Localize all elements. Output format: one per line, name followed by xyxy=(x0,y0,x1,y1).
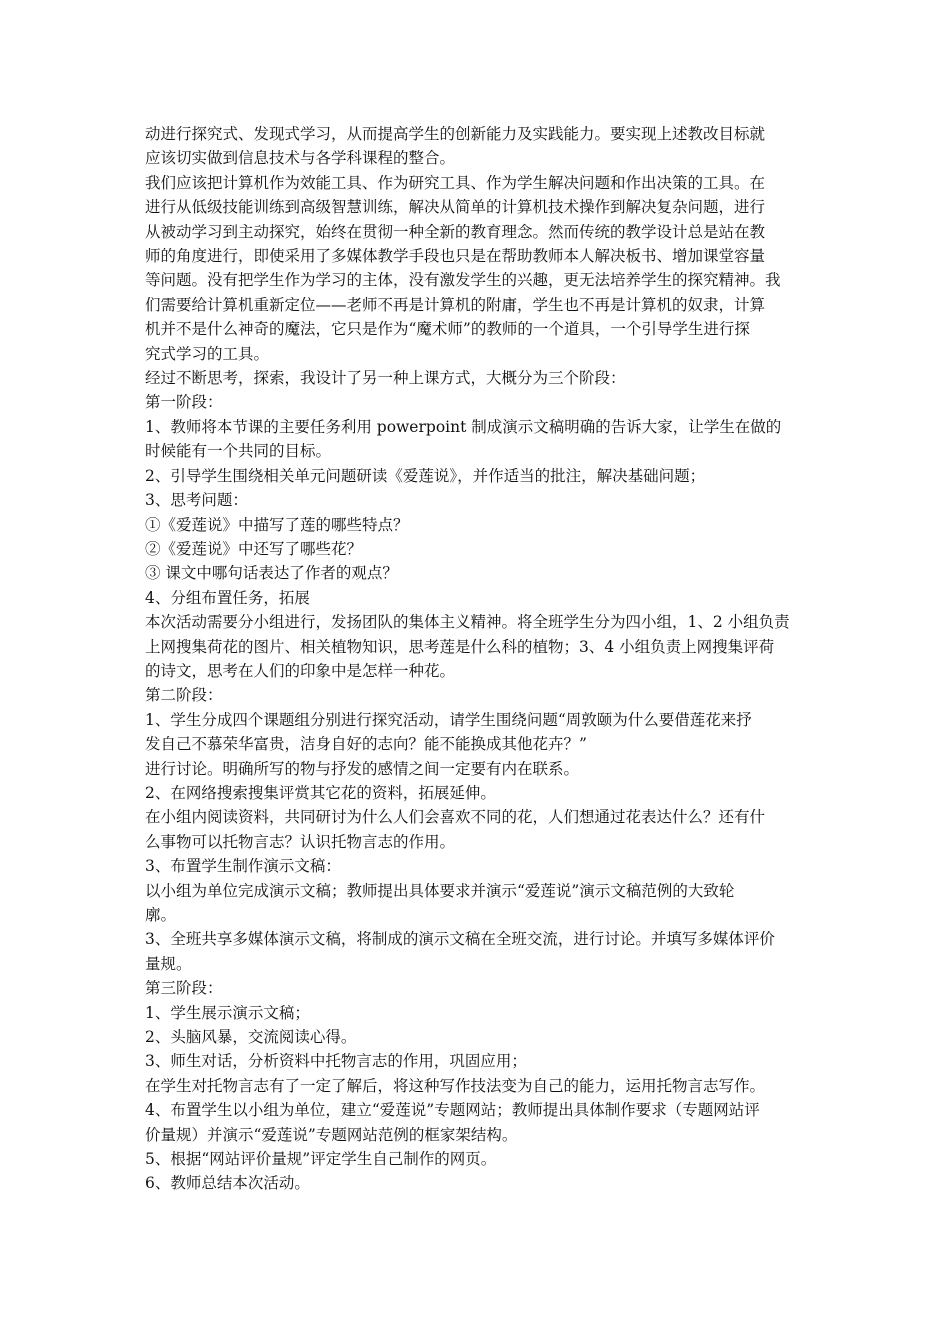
section-heading: 第二阶段： xyxy=(145,686,223,705)
text-line: 发自己不慕荣华富贵，洁身自好的志向？能不能换成其他花卉？” xyxy=(145,735,587,754)
text-line: 本次活动需要分小组进行，发扬团队的集体主义精神。将全班学生分为四小组，1、2 小组负责 xyxy=(145,613,790,632)
text-line: 2、引导学生围绕相关单元问题研读《爱莲说》，并作适当的批注，解决基础问题； xyxy=(145,466,706,485)
text-line: 4、布置学生以小组为单位，建立“爱莲说”专题网站；教师提出具体制作要求（专题网站评 xyxy=(145,1101,760,1120)
question-item: ③ 课文中哪句话表达了作者的观点？ xyxy=(145,564,398,583)
text-line: 在小组内阅读资料，共同研讨为什么人们会喜欢不同的花，人们想通过花表达什么？还有什 xyxy=(145,808,766,827)
text-line: 3、师生对话，分析资料中托物言志的作用，巩固应用； xyxy=(145,1052,527,1071)
question-item: ①《爱莲说》中描写了莲的哪些特点？ xyxy=(145,515,409,534)
text-line: 价量规）并演示“爱莲说”专题网站范例的框家架结构。 xyxy=(145,1125,518,1144)
text-line: 进行从低级技能训练到高级智慧训练，解决从简单的计算机技术操作到解决复杂问题，进行 xyxy=(145,198,766,217)
section-heading: 第一阶段： xyxy=(145,393,223,412)
text-line: 1、学生展示演示文稿； xyxy=(145,1003,310,1022)
text-line: 究式学习的工具。 xyxy=(145,344,270,363)
text-line: 们需要给计算机重新定位——老师不再是计算机的附庸，学生也不再是计算机的奴隶，计算 xyxy=(145,295,766,314)
question-item: ②《爱莲说》中还写了哪些花？ xyxy=(145,539,363,558)
text-line: 2、头脑风暴，交流阅读心得。 xyxy=(145,1028,357,1047)
text-line: 从被动学习到主动探究，始终在贯彻一种全新的教育理念。然而传统的教学设计总是站在教 xyxy=(145,222,766,241)
text-line: 3、全班共享多媒体演示文稿，将制成的演示文稿在全班交流，进行讨论。并填写多媒体评价 xyxy=(145,930,775,949)
text-line: 上网搜集荷花的图片、相关植物知识，思考莲是什么科的植物；3、4 小组负责上网搜集评荷 xyxy=(145,637,775,656)
text-line: 1、学生分成四个课题组分别进行探究活动，请学生围绕问题“周敦颐为什么要借莲花来抒 xyxy=(145,710,752,729)
text-line: 动进行探究式、发现式学习，从而提高学生的创新能力及实践能力。要实现上述教改目标就 xyxy=(145,125,766,143)
text-line: 5、根据“网站评价量规”评定学生自己制作的网页。 xyxy=(145,1150,497,1169)
text-line: 经过不断思考，探索，我设计了另一种上课方式，大概分为三个阶段： xyxy=(145,369,626,388)
text-line: 么事物可以托物言志？认识托物言志的作用。 xyxy=(145,832,456,851)
text-line: 等问题。没有把学生作为学习的主体，没有激发学生的兴趣，更无法培养学生的探究精神。我 xyxy=(145,271,781,290)
text-line: 机并不是什么神奇的魔法，它只是作为“魔术师”的教师的一个道具，一个引导学生进行探 xyxy=(145,320,750,339)
text-line: 2、在网络搜索搜集评赏其它花的资料，拓展延伸。 xyxy=(145,783,496,802)
document-body xyxy=(145,122,809,1196)
text-line: 以小组为单位完成演示文稿；教师提出具体要求并演示“爱莲说”演示文稿范例的大致轮 xyxy=(145,881,735,900)
text-line: 应该切实做到信息技术与各学科课程的整合。 xyxy=(145,149,456,168)
text-line: 3、布置学生制作演示文稿： xyxy=(145,857,341,876)
text-line: 廓。 xyxy=(145,906,177,924)
text-line: 师的角度进行，即使采用了多媒体教学手段也只是在帮助教师本人解决板书、增加课堂容量 xyxy=(145,247,766,266)
text-line: 6、教师总结本次活动。 xyxy=(145,1174,310,1193)
text-line: 1、教师将本节课的主要任务利用 powerpoint 制成演示文稿明确的告诉大家，让学生在做的 xyxy=(145,417,782,436)
section-heading: 第三阶段： xyxy=(145,979,223,998)
text-line: 量规。 xyxy=(145,954,192,973)
text-line: 进行讨论。明确所写的物与抒发的感情之间一定要有内在联系。 xyxy=(145,759,580,778)
text-line: 4、分组布置任务，拓展 xyxy=(145,588,310,607)
text-line: 3、思考问题： xyxy=(145,491,248,510)
text-line: 我们应该把计算机作为效能工具、作为研究工具、作为学生解决问题和作出决策的工具。在 xyxy=(145,173,766,192)
text-line: 在学生对托物言志有了一定了解后，将这种写作技法变为自己的能力，运用托物言志写作。 xyxy=(145,1076,766,1095)
text-line: 时候能有一个共同的目标。 xyxy=(145,442,332,461)
text-line: 的诗文，思考在人们的印象中是怎样一种花。 xyxy=(145,661,456,680)
